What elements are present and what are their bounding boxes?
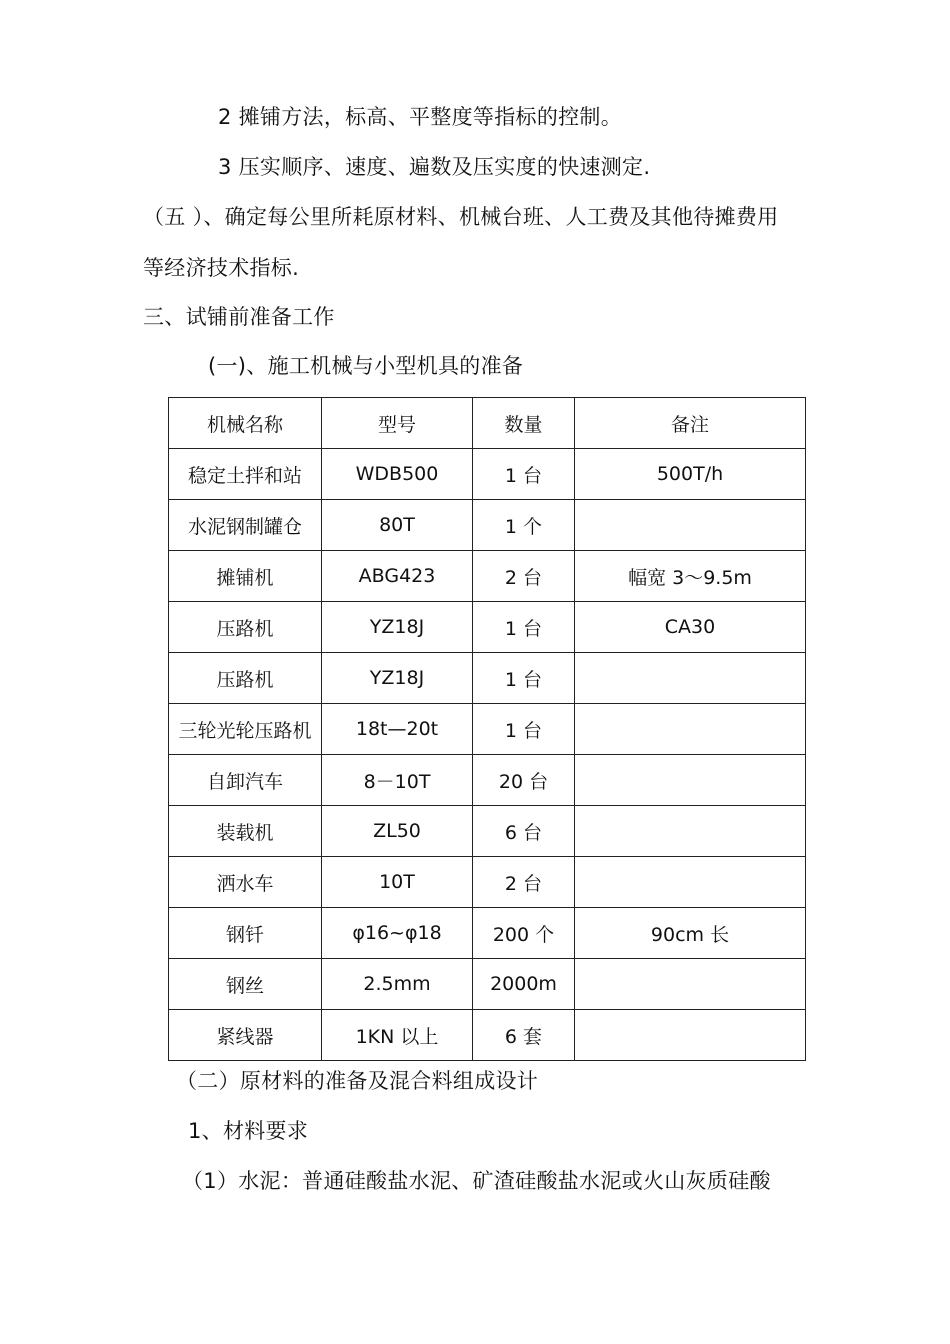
table-cell: 稳定土拌和站	[169, 449, 322, 500]
table-cell	[575, 857, 806, 908]
table-cell: 装载机	[169, 806, 322, 857]
table-cell: 2 台	[473, 551, 575, 602]
table-cell: 钢钎	[169, 908, 322, 959]
table-cell	[575, 806, 806, 857]
table-cell: ZL50	[322, 806, 473, 857]
table-row	[169, 806, 806, 857]
table-cell: 1 台	[473, 602, 575, 653]
header-cell: 数量	[473, 398, 575, 449]
table-cell: WDB500	[322, 449, 473, 500]
equipment-table	[168, 397, 806, 1061]
table-cell: 500T/h	[575, 449, 806, 500]
table-cell: 水泥钢制罐仓	[169, 500, 322, 551]
table-cell: 压路机	[169, 602, 322, 653]
table-row	[169, 857, 806, 908]
table-cell: ABG423	[322, 551, 473, 602]
table-row	[169, 449, 806, 500]
item-heading: 1、材料要求	[188, 1119, 309, 1143]
header-cell: 备注	[575, 398, 806, 449]
table-cell: CA30	[575, 602, 806, 653]
table-cell: 18t—20t	[322, 704, 473, 755]
table-row	[169, 704, 806, 755]
table-row	[169, 602, 806, 653]
text-line: （五 ）、确定每公里所耗原材料、机械台班、人工费及其他待摊费用	[143, 205, 779, 229]
table-row	[169, 959, 806, 1010]
text-line: （1）水泥：普通硅酸盐水泥、矿渣硅酸盐水泥或火山灰质硅酸	[182, 1169, 771, 1193]
table-cell: 80T	[322, 500, 473, 551]
table-row	[169, 551, 806, 602]
table-cell: 6 台	[473, 806, 575, 857]
table-cell	[575, 959, 806, 1010]
table-row	[169, 755, 806, 806]
table-cell	[575, 653, 806, 704]
table-cell: 8－10T	[322, 755, 473, 806]
table-header-row	[169, 398, 806, 449]
table-cell: 2000m	[473, 959, 575, 1010]
table-row	[169, 653, 806, 704]
table-row	[169, 908, 806, 959]
table-cell: 压路机	[169, 653, 322, 704]
table-cell: 自卸汽车	[169, 755, 322, 806]
header-cell: 机械名称	[169, 398, 322, 449]
table-cell: φ16~φ18	[322, 908, 473, 959]
table-cell: 90cm 长	[575, 908, 806, 959]
table-cell: 2 台	[473, 857, 575, 908]
text-line: 3 压实顺序、速度、遍数及压实度的快速测定.	[218, 155, 651, 179]
table-cell: 紧线器	[169, 1010, 322, 1061]
table-cell: 幅宽 3～9.5m	[575, 551, 806, 602]
table-cell: 10T	[322, 857, 473, 908]
table-cell: 6 套	[473, 1010, 575, 1061]
table-cell: 1 台	[473, 704, 575, 755]
header-cell: 型号	[322, 398, 473, 449]
table-row	[169, 1010, 806, 1061]
table-cell: 1 台	[473, 653, 575, 704]
table-cell: 三轮光轮压路机	[169, 704, 322, 755]
table-cell	[575, 500, 806, 551]
text-line: 等经济技术指标.	[143, 256, 300, 280]
table-cell: 摊铺机	[169, 551, 322, 602]
table-cell: 20 台	[473, 755, 575, 806]
table-cell: 1KN 以上	[322, 1010, 473, 1061]
table-cell: 洒水车	[169, 857, 322, 908]
table-cell	[575, 1010, 806, 1061]
table-cell: YZ18J	[322, 602, 473, 653]
subsection-heading: （二）原材料的准备及混合料组成设计	[176, 1069, 539, 1093]
table-cell: 1 个	[473, 500, 575, 551]
table-cell: YZ18J	[322, 653, 473, 704]
table-row	[169, 500, 806, 551]
table-cell: 钢丝	[169, 959, 322, 1010]
table-cell	[575, 704, 806, 755]
table-cell: 2.5mm	[322, 959, 473, 1010]
text-line: 2 摊铺方法，标高、平整度等指标的控制。	[218, 105, 623, 129]
table-cell: 1 台	[473, 449, 575, 500]
section-heading: 三、试铺前准备工作	[143, 305, 335, 329]
subsection-heading: (一)、施工机械与小型机具的准备	[208, 354, 524, 378]
table-cell: 200 个	[473, 908, 575, 959]
table-cell	[575, 755, 806, 806]
